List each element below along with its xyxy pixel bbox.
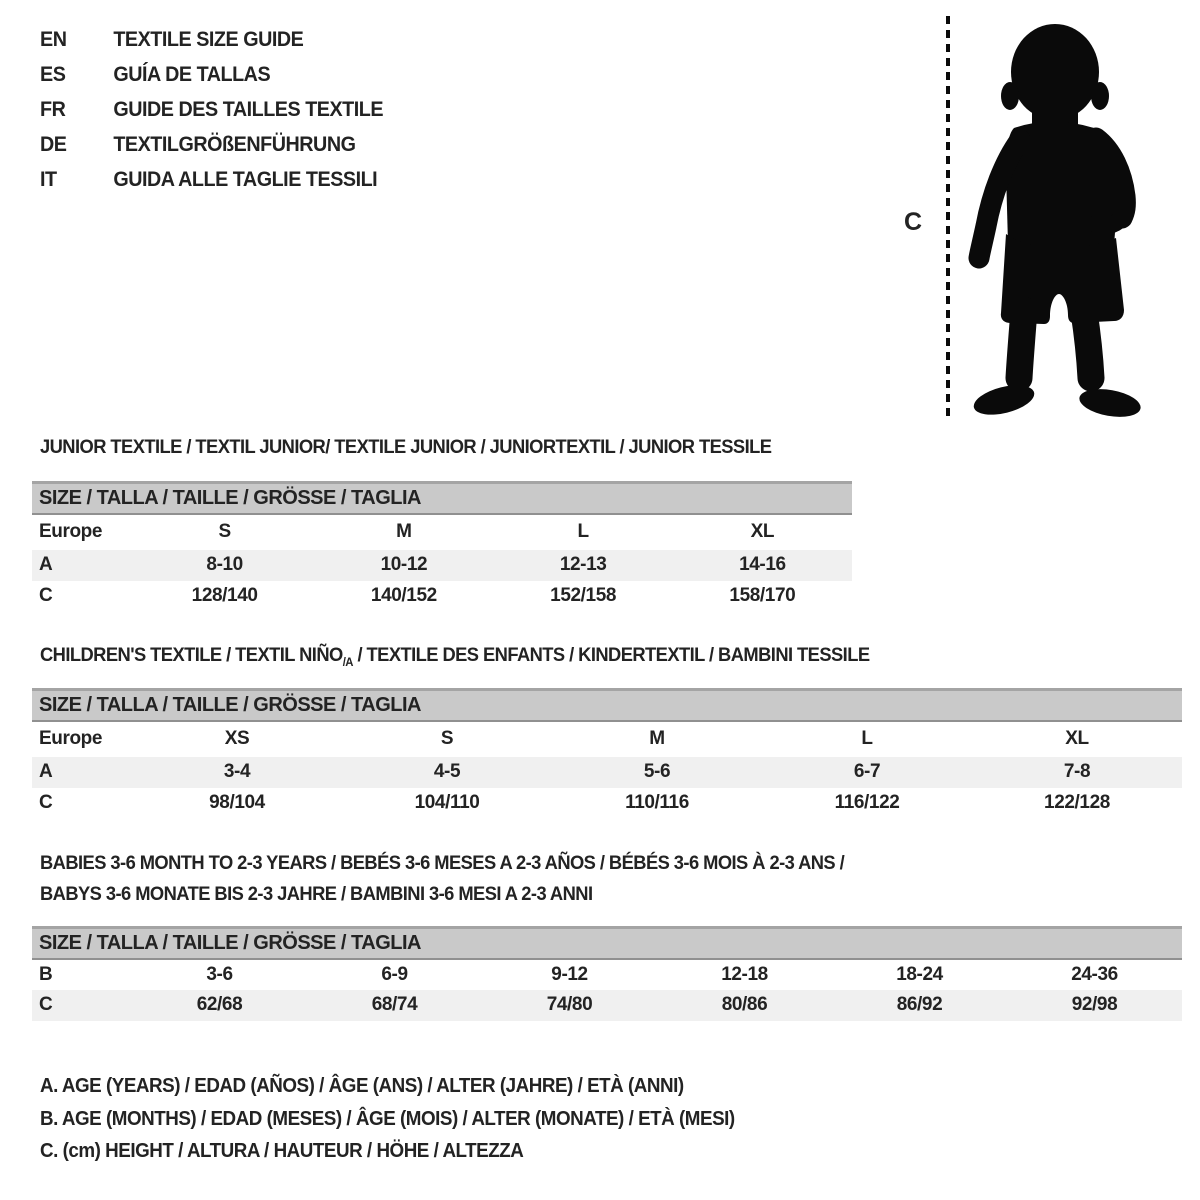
language-code: ES (40, 62, 66, 86)
table-cell: XS (224, 728, 250, 749)
language-code: IT (40, 167, 57, 191)
table-cell: L (861, 728, 873, 749)
table-cell: 12-13 (494, 550, 673, 581)
height-measure-dashed-line (946, 16, 950, 416)
language-title: GUÍA DE TALLAS (113, 62, 271, 86)
table-cell: 62/68 (132, 990, 307, 1021)
table-cell: XL (750, 521, 775, 542)
table-cell: 3-6 (206, 963, 233, 985)
table-row-europe (32, 721, 1182, 757)
heading-text: CHILDREN'S TEXTILE / TEXTIL NIÑO (40, 644, 343, 666)
table-row-age (32, 757, 1182, 788)
language-row (40, 162, 383, 197)
table-cell: M (649, 728, 665, 749)
row-label: C (32, 990, 132, 1021)
language-title: TEXTILGRÖßENFÜHRUNG (113, 132, 356, 156)
toddler-silhouette (962, 12, 1146, 418)
language-row (40, 92, 383, 127)
babies-size-table (32, 926, 1182, 1021)
table-cell: 9-12 (551, 963, 588, 985)
table-cell: 3-4 (132, 757, 342, 788)
junior-section-heading: JUNIOR TEXTILE / TEXTIL JUNIOR/ TEXTILE JUNIOR / JUNIORTEXTIL / JUNIOR TESSILE (40, 436, 772, 458)
legend-line-c: C. (cm) HEIGHT / ALTURA / HAUTEUR / HÖHE / ALTEZZA (40, 1140, 524, 1162)
table-row-age (32, 550, 852, 581)
table-cell: 6-9 (381, 963, 408, 985)
language-title: TEXTILE SIZE GUIDE (113, 27, 304, 51)
table-cell: 92/98 (1007, 990, 1182, 1021)
legend-line-a: A. AGE (YEARS) / EDAD (AÑOS) / ÂGE (ANS) / ALTER (JAHRE) / ETÀ (ANNI) (40, 1075, 684, 1097)
table-cell: 12-18 (721, 963, 768, 985)
row-label: B (39, 963, 53, 985)
table-cell: 4-5 (342, 757, 552, 788)
table-row-europe (32, 514, 852, 550)
table-cell: 86/92 (832, 990, 1007, 1021)
children-size-table (32, 688, 1182, 819)
height-measure-label: C (904, 208, 923, 236)
table-cell: 7-8 (972, 757, 1182, 788)
table-cell: S (218, 521, 231, 542)
table-header-band: SIZE / TALLA / TAILLE / GRÖSSE / TAGLIA (32, 928, 1182, 959)
table-cell: 8-10 (135, 550, 314, 581)
heading-text: / TEXTILE DES ENFANTS / KINDERTEXTIL / BAMBINI TESSILE (352, 644, 870, 666)
table-header-band: SIZE / TALLA / TAILLE / GRÖSSE / TAGLIA (32, 483, 852, 514)
language-row (40, 57, 383, 92)
row-label: A (32, 550, 135, 581)
table-cell: 122/128 (1044, 792, 1110, 813)
row-label: C (39, 585, 53, 606)
legend-line-b: B. AGE (MONTHS) / EDAD (MESES) / ÂGE (MOIS) / ALTER (MONATE) / ETÀ (MESI) (40, 1107, 735, 1130)
table-row-height (32, 788, 1182, 819)
table-cell: 128/140 (191, 585, 258, 606)
row-label: A (32, 757, 132, 788)
junior-size-table (32, 481, 852, 612)
table-cell: 10-12 (314, 550, 493, 581)
table-cell: L (577, 521, 589, 542)
heading-subscript: /A (342, 654, 353, 669)
table-cell: 110/116 (625, 792, 689, 813)
heading-line-1: BABIES 3-6 MONTH TO 2-3 YEARS / BEBÉS 3-6 MESES A 2-3 AÑOS / BÉBÉS 3-6 MOIS À 2-3 ANS / (40, 852, 845, 874)
language-row (40, 22, 383, 57)
table-row-height (32, 581, 852, 612)
table-cell: 18-24 (896, 963, 943, 985)
toddler-silhouette-icon (962, 12, 1146, 418)
row-label: Europe (39, 728, 103, 749)
table-cell: 104/110 (414, 792, 480, 813)
table-cell: 140/152 (370, 585, 437, 606)
heading-line-2: BABYS 3-6 MONATE BIS 2-3 JAHRE / BAMBINI 3-6 MESI A 2-3 ANNI (40, 883, 593, 905)
children-section-heading (40, 640, 869, 678)
table-row-age-months (32, 959, 1182, 990)
table-cell: 116/122 (834, 792, 900, 813)
language-title: GUIDA ALLE TAGLIE TESSILI (113, 167, 378, 191)
table-row-height (32, 990, 1182, 1021)
table-cell: M (396, 521, 412, 542)
table-cell: 158/170 (729, 585, 796, 606)
language-code: FR (40, 97, 66, 121)
table-cell: 80/86 (657, 990, 832, 1021)
legend (40, 1070, 735, 1168)
babies-section-heading (40, 848, 844, 910)
language-list (40, 22, 383, 197)
table-cell: 6-7 (762, 757, 972, 788)
language-title: GUIDE DES TAILLES TEXTILE (113, 97, 384, 121)
table-cell: XL (1065, 728, 1089, 749)
table-header-band: SIZE / TALLA / TAILLE / GRÖSSE / TAGLIA (32, 690, 1182, 721)
language-row (40, 127, 383, 162)
table-cell: 98/104 (209, 792, 265, 813)
table-cell: 68/74 (307, 990, 482, 1021)
table-cell: 14-16 (673, 550, 852, 581)
table-cell: 5-6 (552, 757, 762, 788)
table-cell: S (440, 728, 454, 749)
table-cell: 152/158 (550, 585, 617, 606)
row-label: C (39, 792, 53, 813)
language-code: EN (40, 27, 67, 51)
table-cell: 24-36 (1071, 963, 1118, 985)
table-cell: 74/80 (482, 990, 657, 1021)
row-label: Europe (39, 521, 103, 542)
language-code: DE (40, 132, 67, 156)
